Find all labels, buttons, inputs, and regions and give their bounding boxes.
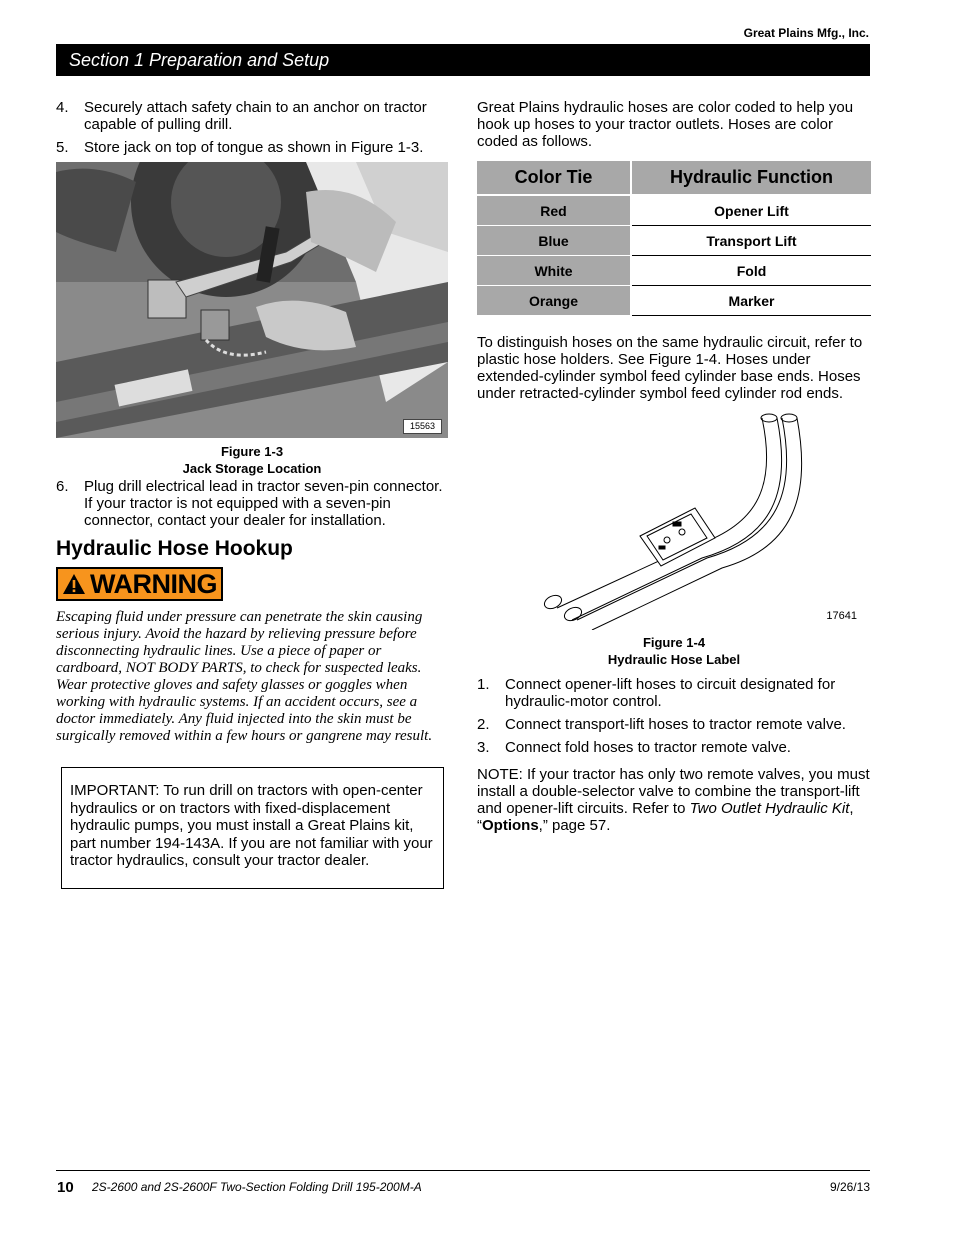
figure-title: Hydraulic Hose Label — [607, 652, 741, 667]
company-name: Great Plains Mfg., Inc. — [743, 26, 869, 40]
warning-text: Escaping fluid under pressure can penetrate the skin causing serious injury. Avoid the hazard by relieving pressure before disconnecting hydraulic lines. Use a piece of paper or cardboard, NOT BODY PARTS, to check for suspected leaks. Wear protective gloves and safety glasses or goggles when working with hydraulic systems. If an accident occurs, see a doctor immediately. Any fluid injected into the skin must be surgically removed within a few hours or gangrene may result. — [56, 609, 433, 744]
function-cell: Marker — [631, 286, 871, 316]
footer-date: 9/26/13 — [829, 1180, 870, 1194]
step-number: 1. — [477, 676, 490, 693]
step-number: 2. — [477, 716, 490, 733]
step-number: 4. — [56, 99, 69, 116]
color-cell: Orange — [477, 286, 631, 316]
column-header: Color Tie — [477, 161, 631, 195]
warning-triangle-icon — [62, 573, 86, 595]
kit-reference: Two Outlet Hydraulic Kit — [689, 800, 850, 817]
function-cell: Transport Lift — [631, 226, 871, 256]
color-cell: Red — [477, 195, 631, 226]
note-text: NOTE: If your tractor has only two remote valves, you must install a double-selector valve to combine the transport-lift and opener-lift circuits. Refer to — [477, 766, 870, 817]
note-paragraph — [477, 766, 871, 834]
step-text: Connect opener-lift hoses to circuit designated for hydraulic-motor control. — [505, 676, 836, 710]
table-row — [477, 286, 871, 316]
figure-tag: 15563 — [403, 419, 442, 434]
table-row — [477, 256, 871, 286]
distinguish-paragraph: To distinguish hoses on the same hydraulic circuit, refer to plastic hose holders. See Figure 1-4. Hoses under extended-cylinder symbol feed cylinder base ends. Hoses under retracted-cylinder symbol feed cylinder rod ends. — [477, 334, 863, 402]
note-suffix: ,” page 57. — [538, 817, 611, 834]
footer-divider — [56, 1170, 870, 1171]
figure-caption — [477, 634, 871, 668]
page-number: 10 — [57, 1179, 74, 1196]
important-box: IMPORTANT: To run drill on tractors with open-center hydraulics or on tractors with fixed-displacement hydraulic pumps, you must install a Great Plains kit, part number 194-143A. If you are not familiar with your tractor hydraulics, consult your tractor dealer. — [61, 767, 444, 889]
figure-number: Figure 1-3 — [220, 444, 284, 459]
footer-title: 2S-2600 and 2S-2600F Two-Section Folding Drill 195-200M-A — [92, 1180, 422, 1194]
hose-label-illustration — [477, 408, 871, 630]
column-header: Hydraulic Function — [631, 161, 871, 195]
hookup-steps — [477, 676, 871, 756]
section-heading: Hydraulic Hose Hookup — [56, 537, 293, 560]
intro-paragraph: Great Plains hydraulic hoses are color coded to help you hook up hoses to your tractor outlets. Hoses are color coded as follows. — [477, 99, 854, 150]
hose-color-table — [477, 161, 871, 316]
table-row — [477, 195, 871, 226]
list-item — [477, 739, 871, 756]
figure-title: Jack Storage Location — [182, 461, 322, 476]
right-column — [477, 99, 871, 834]
step-number: 5. — [56, 139, 69, 156]
options-reference: Options — [482, 817, 539, 834]
section-title: Section 1 Preparation and Setup — [56, 44, 870, 76]
list-item — [56, 478, 448, 529]
color-cell: White — [477, 256, 631, 286]
table-row — [477, 226, 871, 256]
note-separator: , “ — [477, 800, 854, 834]
figure-number: Figure 1-4 — [642, 635, 706, 650]
color-cell: Blue — [477, 226, 631, 256]
list-item — [56, 99, 448, 133]
left-column — [56, 99, 448, 889]
list-item — [477, 676, 871, 710]
step-text: Store jack on top of tongue as shown in Figure 1-3. — [84, 139, 424, 156]
warning-word: WARNING — [90, 568, 217, 599]
step-text: Plug drill electrical lead in tractor seven-pin connector. If your tractor is not equipped with a seven-pin connector, contact your dealer for installation. — [84, 478, 443, 529]
figure-caption — [56, 443, 448, 477]
table-header-row — [477, 161, 871, 195]
figure-tag: 17641 — [826, 610, 857, 622]
function-cell: Opener Lift — [631, 195, 871, 226]
step-text: Connect fold hoses to tractor remote valve. — [505, 739, 791, 756]
list-item — [477, 716, 871, 733]
step-text: Securely attach safety chain to an anchor on tractor capable of pulling drill. — [84, 99, 427, 133]
step-number: 3. — [477, 739, 490, 756]
jack-storage-photo — [56, 162, 448, 438]
step-text: Connect transport-lift hoses to tractor remote valve. — [505, 716, 846, 733]
warning-label — [56, 567, 223, 601]
function-cell: Fold — [631, 256, 871, 286]
list-item — [56, 139, 448, 156]
step-number: 6. — [56, 478, 69, 495]
